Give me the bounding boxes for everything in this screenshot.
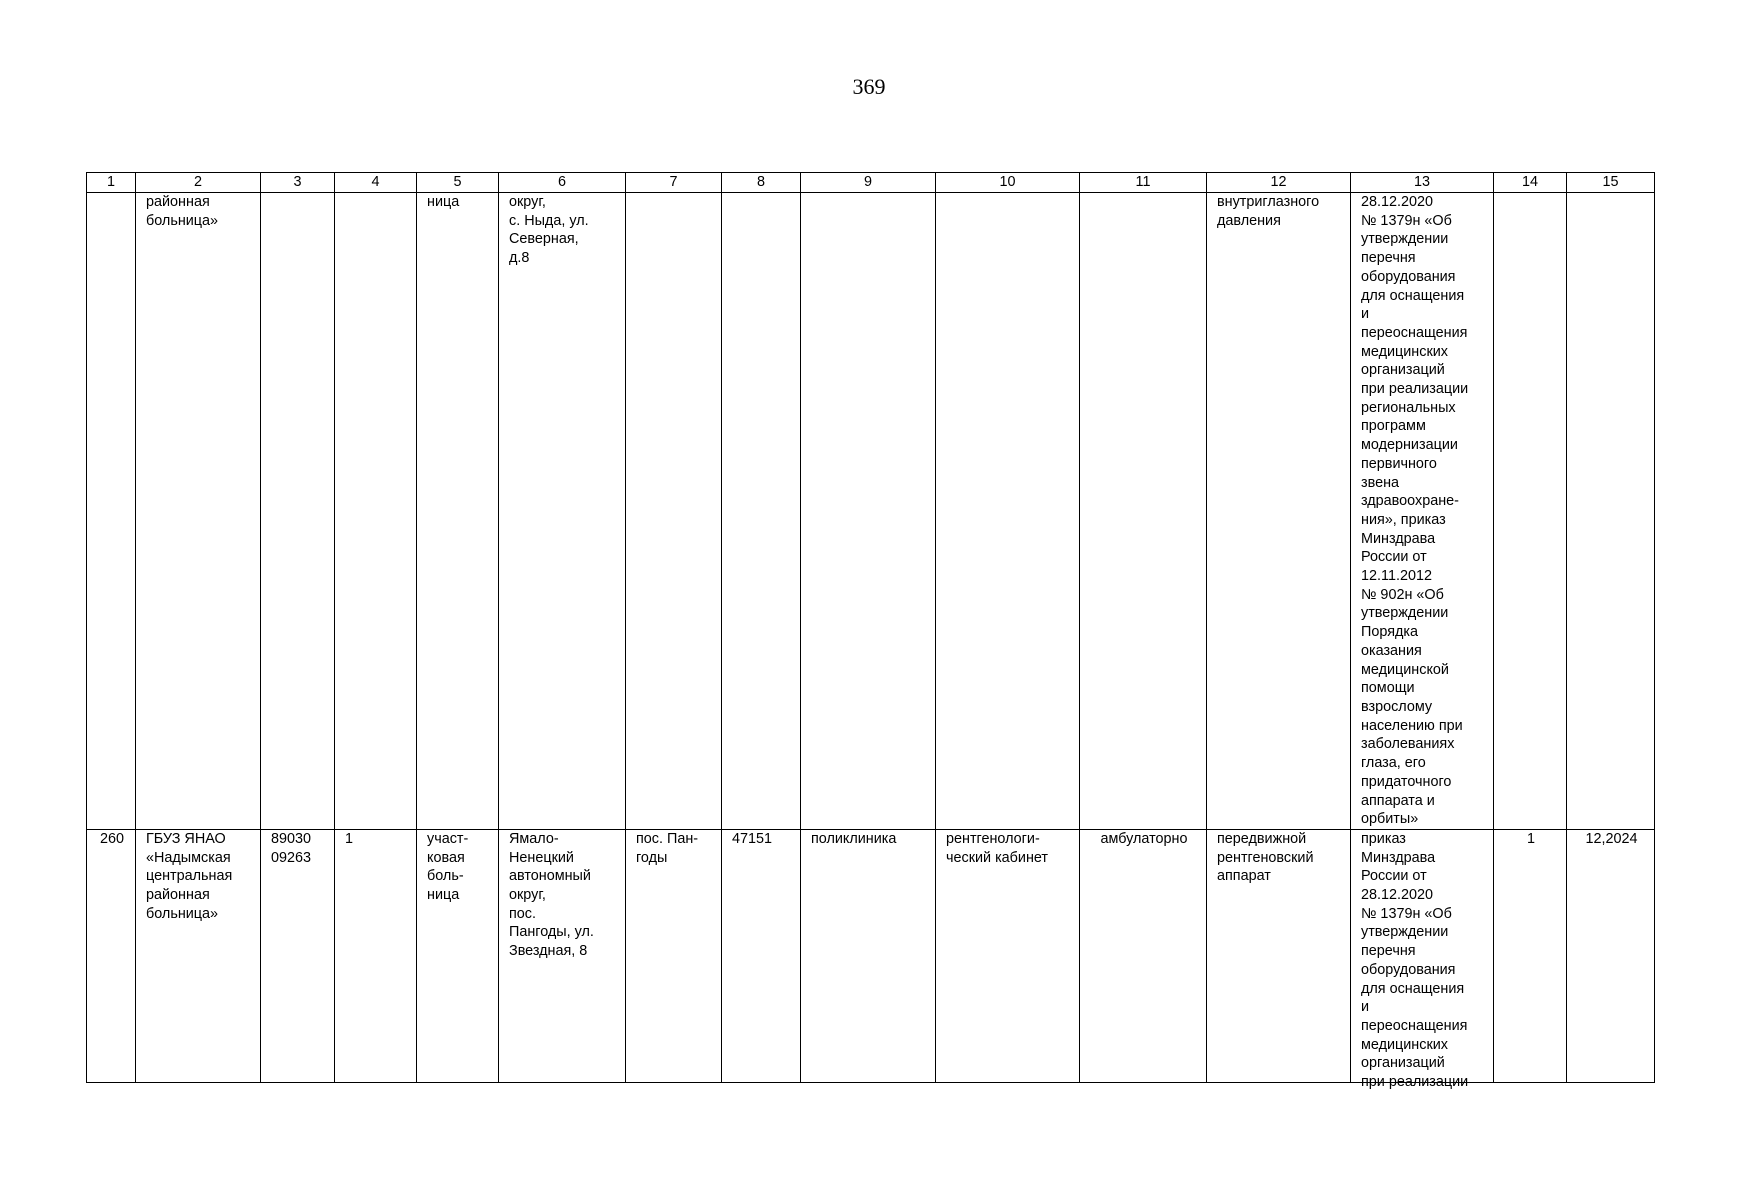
table-cell: рентгенологи- ческий кабинет — [936, 829, 1080, 1082]
table-cell — [1080, 193, 1207, 830]
table-cell: ГБУЗ ЯНАО «Надымская центральная районная больница» — [136, 829, 261, 1082]
col-header: 14 — [1494, 173, 1567, 193]
table-cell — [626, 193, 722, 830]
col-header: 2 — [136, 173, 261, 193]
table-cell: районная больница» — [136, 193, 261, 830]
col-header: 5 — [417, 173, 499, 193]
table-cell: участ- ковая боль- ница — [417, 829, 499, 1082]
table-cell: округ, с. Ныда, ул. Северная, д.8 — [499, 193, 626, 830]
table-cell: передвижной рентгеновский аппарат — [1207, 829, 1351, 1082]
table-row — [87, 829, 1655, 1082]
col-header: 10 — [936, 173, 1080, 193]
col-header: 11 — [1080, 173, 1207, 193]
col-header: 1 — [87, 173, 136, 193]
table-cell: 89030 09263 — [261, 829, 335, 1082]
table-cell: 12,2024 — [1567, 829, 1655, 1082]
table-cell: 1 — [1494, 829, 1567, 1082]
table-cell: ница — [417, 193, 499, 830]
col-header: 15 — [1567, 173, 1655, 193]
table-cell — [1494, 193, 1567, 830]
table-cell — [1567, 193, 1655, 830]
table-cell: поликлиника — [801, 829, 936, 1082]
col-header: 12 — [1207, 173, 1351, 193]
equipment-table — [86, 172, 1655, 1091]
col-header: 4 — [335, 173, 417, 193]
table-cell — [261, 193, 335, 830]
table-cell — [722, 193, 801, 830]
table-cell — [87, 193, 136, 830]
table-cell: 47151 — [722, 829, 801, 1082]
col-header: 7 — [626, 173, 722, 193]
table-cell: пос. Пан- годы — [626, 829, 722, 1082]
table-cell: амбулаторно — [1080, 829, 1207, 1082]
table-cell — [1351, 829, 1494, 1091]
table-cell: 260 — [87, 829, 136, 1082]
table-cell — [335, 193, 417, 830]
table-cell: 1 — [335, 829, 417, 1082]
col-header: 8 — [722, 173, 801, 193]
table-cell — [801, 193, 936, 830]
col-header: 9 — [801, 173, 936, 193]
table-cell — [936, 193, 1080, 830]
col-header: 13 — [1351, 173, 1494, 193]
page-number: 369 — [852, 74, 886, 99]
table-cell-text: приказ Минздрава России от 28.12.2020 № 1379н «Об утверждении перечня оборудования для оснащения и переоснащения медицинских организаций при реализации — [1361, 830, 1469, 1091]
table-cell: внутриглазного давления — [1207, 193, 1351, 830]
col-header: 6 — [499, 173, 626, 193]
table-cell: 28.12.2020 № 1379н «Об утверждении перечня оборудования для оснащения и переоснащения медицинских организаций при реализации региональных программ модернизации первичного звена здравоохране- ния», приказ Минздрава России от 12.11.2012 № 902н «Об утверждении Порядка оказания медицинской помощи взрослому населению при заболеваниях глаза, его придаточного аппарата и орбиты» — [1351, 193, 1494, 830]
col-header: 3 — [261, 173, 335, 193]
table-cell: Ямало- Ненецкий автономный округ, пос. Пангоды, ул. Звездная, 8 — [499, 829, 626, 1082]
table-row — [87, 193, 1655, 830]
header-row — [87, 173, 1655, 193]
